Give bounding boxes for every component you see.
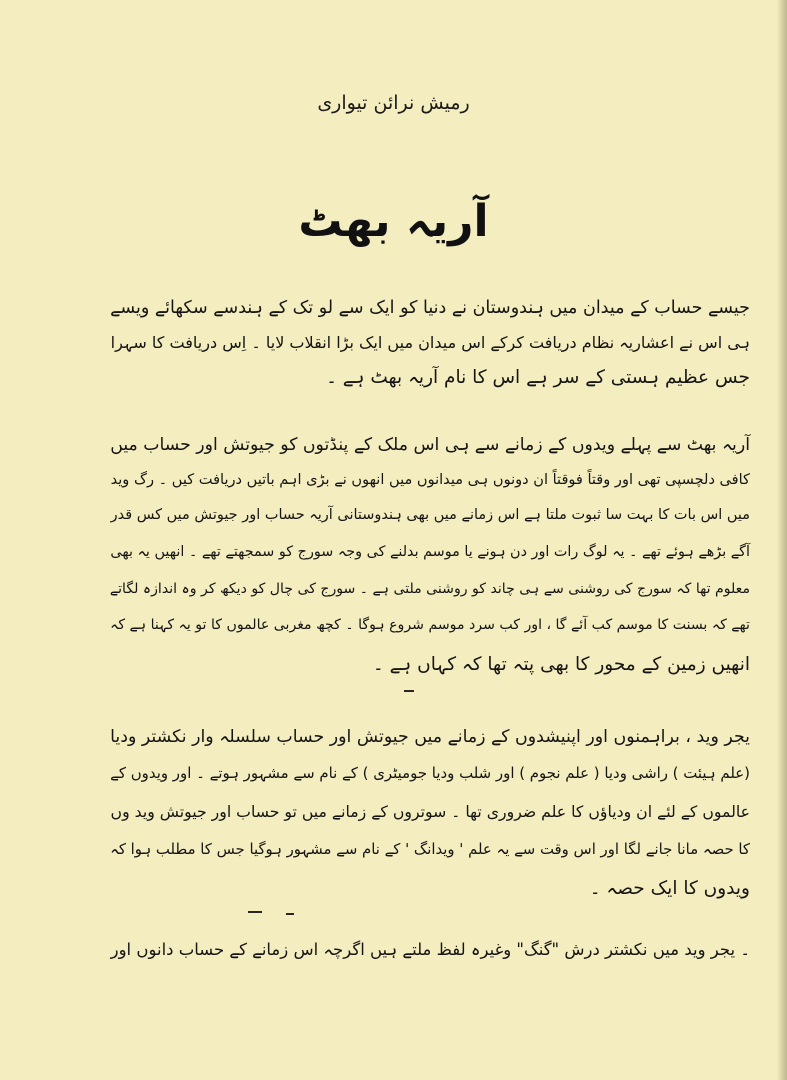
paragraph-3-line-1: یجر وید ، براہمنوں اور اپنیشدوں کے زمانے میں جیوتش اور حساب سلسلہ وار نکشتر ودیا — [110, 727, 750, 747]
paragraph-3-line-3: عالموں کے لئے ان ودیاؤں کا علم ضروری تھا ۔ سوتروں کے زمانے میں تو حساب اور جیوتش وید وں — [110, 802, 750, 821]
article-body — [110, 0, 750, 1080]
paragraph-3-line-2: (علم ہیئت ) راشی ودیا ( علم نجوم ) اور شلب ودیا جومیٹری ) کے نام سے مشہور ہوتے ۔ اور ویدوں کے — [110, 764, 750, 782]
author-name: رمیش نرائن تیواری — [317, 92, 470, 114]
paragraph-2-line-5: معلوم تھا کہ سورج کی روشنی سے ہی چاند کو روشنی ملتی ہے ۔ سورج کی چال کو دیکھ کر وہ اندازہ لگاتے — [109, 581, 750, 597]
paragraph-1-line-3: جس عظیم ہستی کے سر ہے اس کا نام آریہ بھٹ ہے ۔ — [326, 367, 750, 388]
ink-mark — [404, 690, 414, 692]
paragraph-4-line-1: ۔ یجر وید میں نکشتر درش "گنگ" وغیرہ لفظ ملتے ہیں اگرچہ اس زمانے کے حساب دانوں اور — [110, 940, 750, 959]
paragraph-2-line-4: آگے بڑھے ہوئے تھے ۔ یہ لوگ رات اور دن ہونے یا موسم بدلنے کی وجہ سورج کو سمجھتے تھے ۔ انھیں یہ بھی — [110, 544, 750, 560]
paragraph-2-line-3: میں اس بات کا بہت سا ثبوت ملتا ہے اس زمانے میں بھی ہندوستانی آریہ حساب اور جیوتش میں کس قدر — [110, 507, 750, 523]
page-edge-shadow — [777, 0, 787, 1080]
article-title: آریہ بھٹ — [298, 196, 489, 247]
ink-mark — [248, 911, 262, 913]
paragraph-2-line-1: آریہ بھٹ سے پہلے ویدوں کے زمانے سے ہی اس ملک کے پنڈتوں کو جیوتش اور حساب میں — [110, 435, 750, 455]
paragraph-2-line-2: کافی دلچسپی تھی اور وقتاً فوقتاً ان دونوں ہی میدانوں میں انھوں نے بڑی اہم باتیں دریافت کیں ۔ رگ وید — [110, 471, 750, 488]
paragraph-2-line-6: تھے کہ بسنت کا موسم کب آئے گا ، اور کب سرد موسم شروع ہوگا ۔ کچھ مغربی عالموں کا تو یہ کہنا ہے کہ — [110, 617, 750, 633]
paragraph-3-line-5: ویدوں کا ایک حصہ ۔ — [589, 878, 750, 899]
paragraph-1-line-1: جیسے حساب کے میدان میں ہندوستان نے دنیا کو ایک سے لو تک کے ہندسے سکھائے ویسے — [110, 298, 750, 318]
paragraph-1-line-2: ہی اس نے اعشاریہ نظام دریافت کرکے اس میدان میں ایک بڑا انقلاب لایا ۔ اِس دریافت کا سہرا — [110, 333, 750, 352]
ink-mark — [286, 913, 294, 915]
paragraph-3-line-4: کا حصہ مانا جانے لگا اور اس وقت سے یہ علم ' ویدانگ ' کے نام سے مشہور ہوگیا جس کا مطلب ہوا کہ — [110, 840, 750, 858]
paragraph-2-line-7: انھیں زمین کے محور کا بھی پتہ تھا کہ کہاں ہے ۔ — [372, 654, 750, 675]
